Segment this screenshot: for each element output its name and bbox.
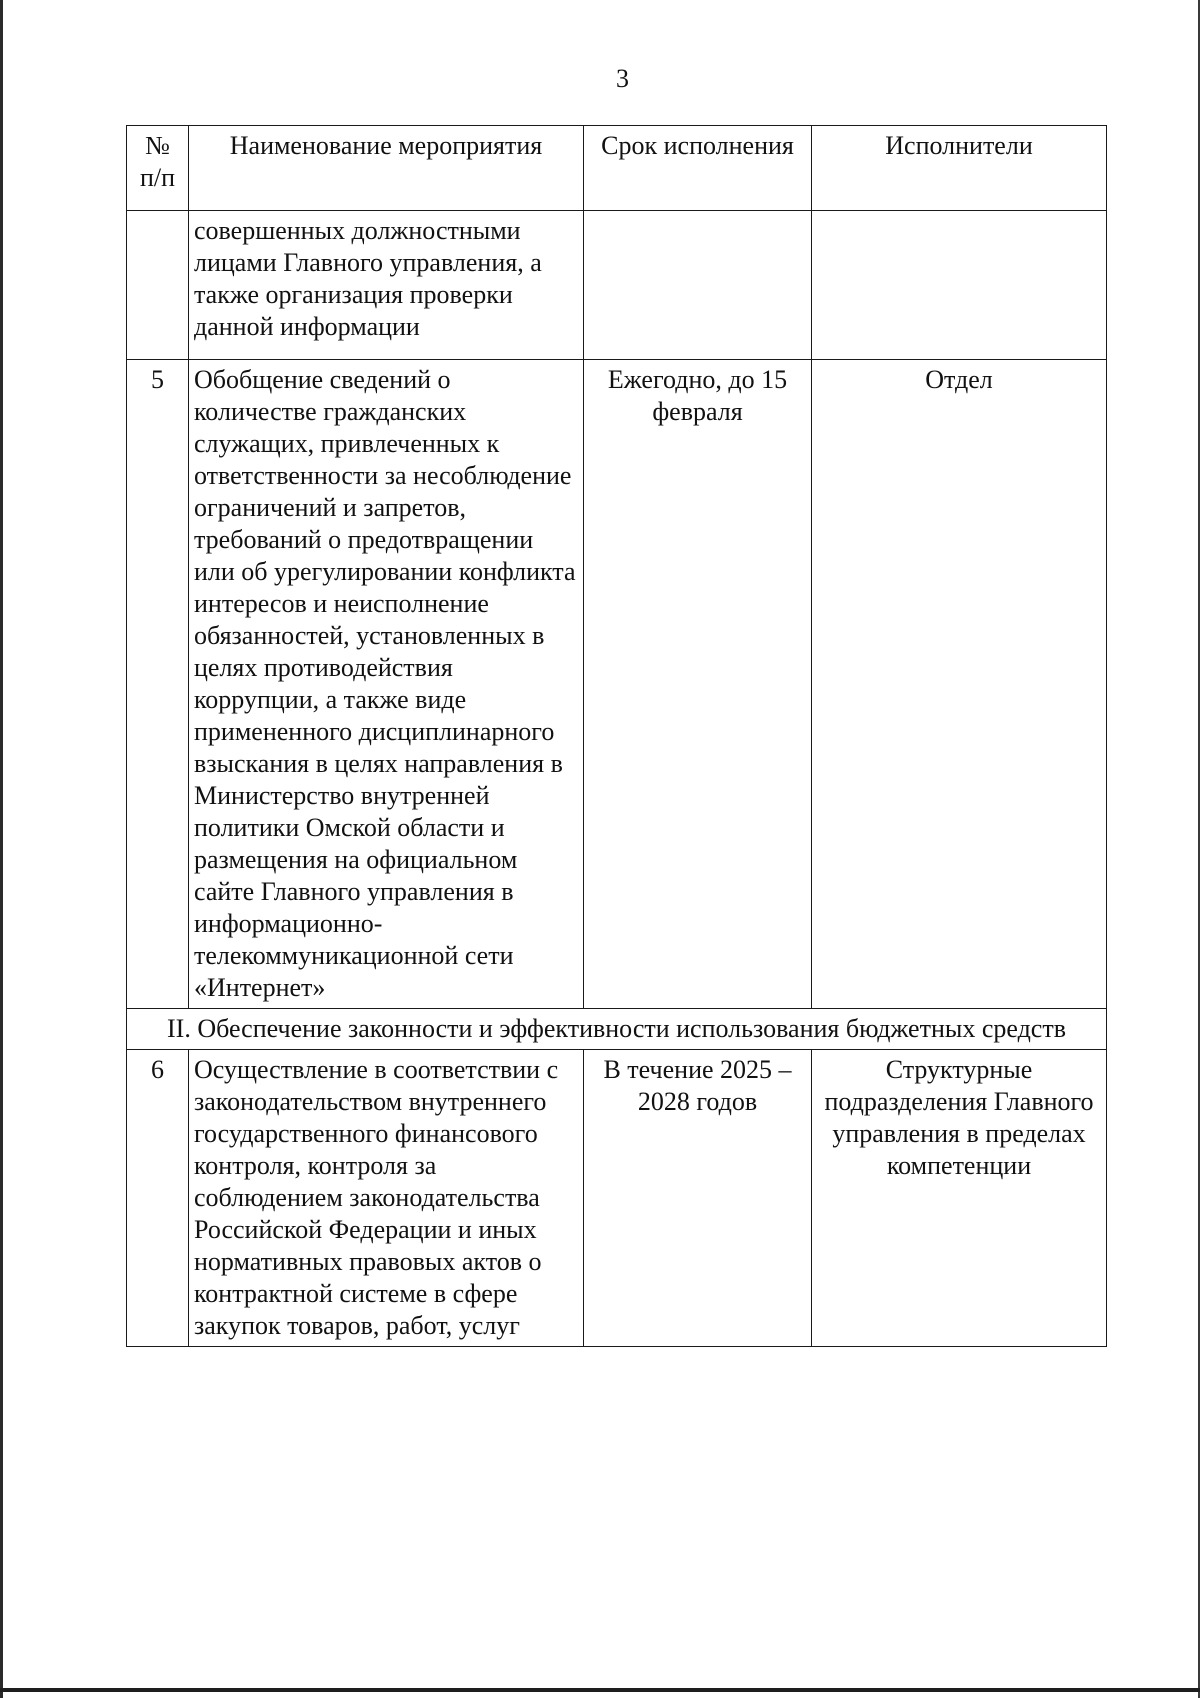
page-number: 3: [616, 64, 629, 93]
row-num: 6: [127, 1050, 189, 1347]
row-name: Обобщение сведений о количестве гражданских служащих, привлеченных к ответственности за несоблюдение ограничений и запретов, требований о предотвращении или об урегулировании конфликта интересов и неисполнение обязанностей, установленных в целях противодействия коррупции, а также виде примененного дисциплинарного взыскания в целях направления в Министерство внутренней политики Омской области и размещения на официальном сайте Главного управления в информационно-телекоммуникационной сети «Интернет»: [189, 360, 584, 1009]
row-executors: Отдел: [812, 360, 1107, 1009]
scan-edge-left: [0, 0, 3, 1698]
section-heading: II. Обеспечение законности и эффективности использования бюджетных средств: [127, 1009, 1107, 1050]
table-header-row: [127, 126, 1107, 211]
header-num: № п/п: [127, 126, 189, 211]
row-deadline: [584, 211, 812, 360]
row-num: [127, 211, 189, 360]
row-executors: [812, 211, 1107, 360]
table-row: [127, 1050, 1107, 1347]
row-name: совершенных должностными лицами Главного управления, а также организация проверки данной информации: [189, 211, 584, 360]
row-name: Осуществление в соответствии с законодательством внутреннего государственного финансового контроля, контроля за соблюдением законодательства Российской Федерации и иных нормативных правовых актов о контрактной системе в сфере закупок товаров, работ, услуг: [189, 1050, 584, 1347]
row-num: 5: [127, 360, 189, 1009]
scan-edge-bottom: [0, 1688, 1200, 1692]
table-row: [127, 211, 1107, 360]
row-deadline: В течение 2025 – 2028 годов: [584, 1050, 812, 1347]
plan-table: [126, 125, 1107, 1347]
header-name: Наименование мероприятия: [189, 126, 584, 211]
table-row: [127, 360, 1107, 1009]
section-heading-row: [127, 1009, 1107, 1050]
header-deadline: Срок исполнения: [584, 126, 812, 211]
row-deadline: Ежегодно, до 15 февраля: [584, 360, 812, 1009]
row-executors: Структурные подразделения Главного управления в пределах компетенции: [812, 1050, 1107, 1347]
header-executors: Исполнители: [812, 126, 1107, 211]
